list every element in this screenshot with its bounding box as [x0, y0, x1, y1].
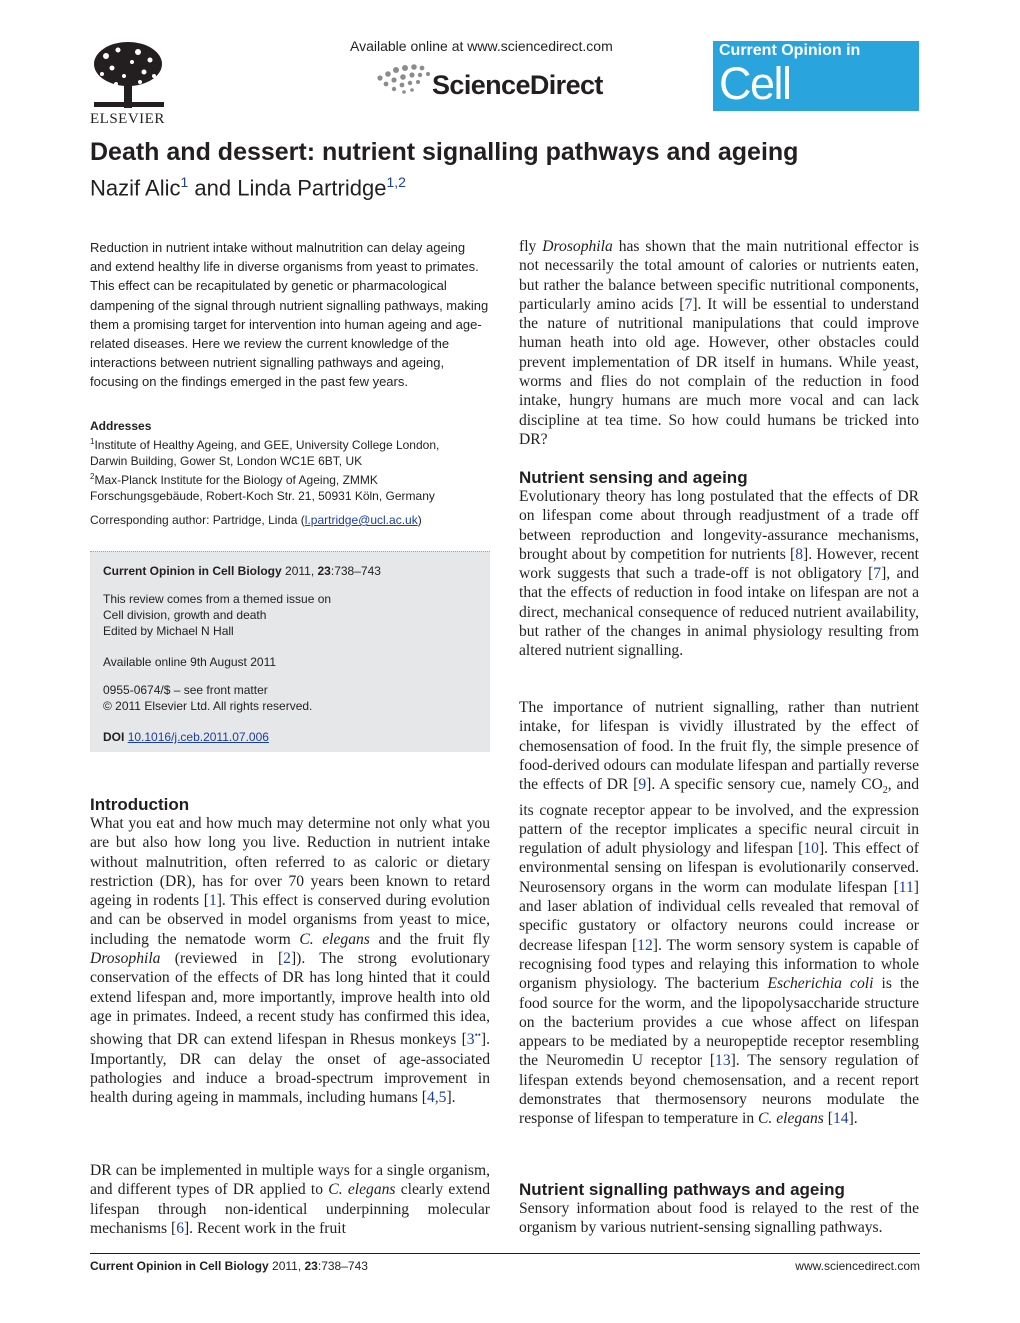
info-citation: Current Opinion in Cell Biology 2011, 23:738–743: [103, 564, 381, 578]
journal-logo-line2: Cell Biology: [719, 58, 857, 159]
info-doi: DOI 10.1016/j.ceb.2011.07.006: [103, 730, 269, 744]
info-editor: Edited by Michael N Hall: [103, 624, 234, 638]
body-paragraph: Evolutionary theory has long postulated that the effects of DR on lifespan come about through readjustment of a trade off between reproduction and longevity-assurance mechanisms, brought about by competition for nutrients [8]. However, recent work suggests that such a trade-off is not obligatory [7], and that the effects of reduction in food intake on lifespan are not a direct, mechanical consequence of reduced nutrient availability, but rather of the changes in animal physiology resulting from altered nutrient signalling.: [519, 488, 920, 660]
citation-link[interactable]: 8: [795, 545, 804, 563]
footer-divider: [90, 1253, 920, 1254]
sciencedirect-wordmark: ScienceDirect: [432, 70, 603, 100]
citation-link[interactable]: 7: [873, 565, 882, 583]
section-heading-signalling: Nutrient signalling pathways and ageing: [519, 1180, 845, 1199]
body-paragraph: Sensory information about food is relayed to the rest of the organism by various nutrient-sensing signalling pathways.: [519, 1200, 919, 1237]
doi-link[interactable]: 10.1016/j.ceb.2011.07.006: [127, 730, 269, 744]
author-affiliation-sup[interactable]: 1: [180, 174, 189, 190]
citation-link[interactable]: 10: [803, 840, 819, 858]
info-themed-title: Cell division, growth and death: [103, 608, 267, 622]
info-available: Available online 9th August 2011: [103, 655, 277, 669]
sciencedirect-dots-icon: [374, 60, 434, 100]
journal-logo-box: [713, 41, 919, 159]
journal-logo-line1: Current Opinion in: [719, 42, 861, 59]
citation-link[interactable]: 13: [715, 1052, 731, 1070]
address-sup: 2: [90, 472, 95, 481]
info-copyright: © 2011 Elsevier Ltd. All rights reserved.: [103, 699, 313, 713]
citation-link[interactable]: 4,5: [426, 1089, 447, 1107]
available-online-text: Available online at www.sciencedirect.com: [350, 38, 613, 54]
citation-link[interactable]: 6: [176, 1219, 184, 1237]
section-heading-nutrient-sensing: Nutrient sensing and ageing: [519, 468, 748, 487]
info-issn: 0955-0674/$ – see front matter: [103, 683, 268, 697]
article-info-box: [90, 551, 490, 752]
address-line: Darwin Building, Gower St, London WC1E 6BT, UK: [90, 454, 363, 468]
citation-link[interactable]: 9: [638, 776, 647, 794]
address-line: $^2$Max-Planck Institute for the Biology of Ageing, ZMMK: [90, 472, 378, 487]
body-paragraph: What you eat and how much may determine not only what you are but also how long you live. Reduction in nutrient intake without malnutrition, often referred to as caloric or dietary restriction (DR), has for over 70 years been known to retard ageing in rodents [1]. This effect is conserved during evolution and can be observed in model organisms from yeast to mice, including the nematode worm C. elegans and the fruit fly Drosophila (reviewed in [2]). The strong evolutionary conservation of the effects of DR has long hinted that it could extend lifespan and, more importantly, improve health into old age in primates. Indeed, a recent study has confirmed this idea, showing that DR can extend lifespan in Rhesus monkeys [3••]. Importantly, DR can delay the onset of age-associated pathologies and induce a broad-spectrum improvement in health during ageing in mammals, including humans [4,5].: [90, 815, 490, 1107]
addresses-heading: Addresses: [90, 419, 152, 433]
address-sup: 1: [90, 437, 95, 446]
author-line: [90, 167, 406, 203]
address-line: $^1$Institute of Healthy Ageing, and GEE, University College London,: [90, 437, 440, 452]
footer-url[interactable]: www.sciencedirect.com: [795, 1259, 920, 1273]
author-affiliation-sup[interactable]: 1,2: [386, 174, 406, 190]
citation-link[interactable]: 11: [898, 878, 914, 896]
elsevier-wordmark: ELSEVIER: [90, 111, 165, 127]
footer-citation: Current Opinion in Cell Biology 2011, 23:738–743: [90, 1259, 368, 1273]
citation-link[interactable]: 2: [283, 950, 291, 968]
addresses-block: [90, 418, 490, 504]
author-name: Nazif Alic: [90, 175, 181, 201]
author-join: and: [194, 175, 232, 201]
abstract: Reduction in nutrient intake without malnutrition can delay ageing and extend healthy life in diverse organisms from yeast to primates. This effect can be recapitulated by genetic or pharmacological dampening of the signal through nutrient signalling pathways, making them a promising target for intervention into human ageing and age-related diseases. Here we review the current knowledge of the interactions between nutrient signalling pathways and ageing, focusing on the findings emerged in the past few years.: [90, 240, 489, 390]
author-name: Linda Partridge: [237, 175, 387, 201]
elsevier-tree-logo: [88, 40, 170, 112]
citation-link[interactable]: 14: [832, 1110, 849, 1128]
body-paragraph: DR can be implemented in multiple ways for a single organism, and different types of DR applied to C. elegans clearly extend lifespan through non-identical underpinning molecular mechanisms [6]. Recent work in the fruit: [90, 1162, 490, 1237]
address-line: Forschungsgebäude, Robert-Koch Str. 21, 50931 Köln, Germany: [90, 489, 435, 503]
section-heading-introduction: Introduction: [90, 795, 190, 814]
citation-link[interactable]: 3••: [466, 1030, 481, 1049]
citation-link[interactable]: 1: [208, 892, 217, 910]
citation-link[interactable]: 12: [637, 936, 653, 954]
body-paragraph: fly Drosophila has shown that the main nutritional effector is not necessarily the total amount of calories or nutrients eaten, but rather the balance between specific nutritional components, particularly amino acids [7]. It will be essential to understand the nature of nutritional manipulations that could improve human heath into old age. However, other obstacles could prevent implementation of DR itself in humans. While yeast, worms and flies do not complain of the reduction in food intake, hungry humans are much more vocal and can lack discipline at tea time. So how could humans be tricked into DR?: [519, 238, 919, 448]
email-link[interactable]: l.partridge@ucl.ac.uk: [304, 513, 418, 527]
corresponding-author: Corresponding author: Partridge, Linda (l.partridge@ucl.ac.uk): [90, 513, 422, 527]
citation-link[interactable]: 7: [684, 295, 693, 313]
info-themed-issue: This review comes from a themed issue on: [103, 592, 332, 606]
article-title: Death and dessert: nutrient signalling pathways and ageing: [90, 138, 799, 166]
body-paragraph: The importance of nutrient signalling, rather than nutrient intake, for lifespan is vividly illustrated by the effect of chemosensation of food. In the fruit fly, the simple presence of food-derived odours can modulate lifespan and partially reverse the effects of DR [9]. A specific sensory cue, namely $CO_2$, and its cognate receptor appear to be involved, and the expression pattern of the receptor implicates a specific neural circuit in regulation of adult physiology and lifespan [10]. This effect of environmental sensing on lifespan is evolutionarily conserved. Neurosensory organs in the worm can modulate lifespan [11] and laser ablation of individual cells revealed that removal of specific gustatory or olfactory neurons could increase or decrease lifespan [12]. The worm sensory system is capable of recognising food types and relaying this information to whole organism physiology. The bacterium Escherichia coli is the food source for the worm, and the lipopolysaccharide structure on the bacterium provides a cue whose affect on lifespan appears to be mediated by a neuropeptide receptor resembling the Neuromedin U receptor [13]. The sensory regulation of lifespan extends beyond chemosensation, and a recent report demonstrates that thermosensory neurons modulate the response of lifespan to temperature in C. elegans [14].: [519, 699, 920, 1128]
